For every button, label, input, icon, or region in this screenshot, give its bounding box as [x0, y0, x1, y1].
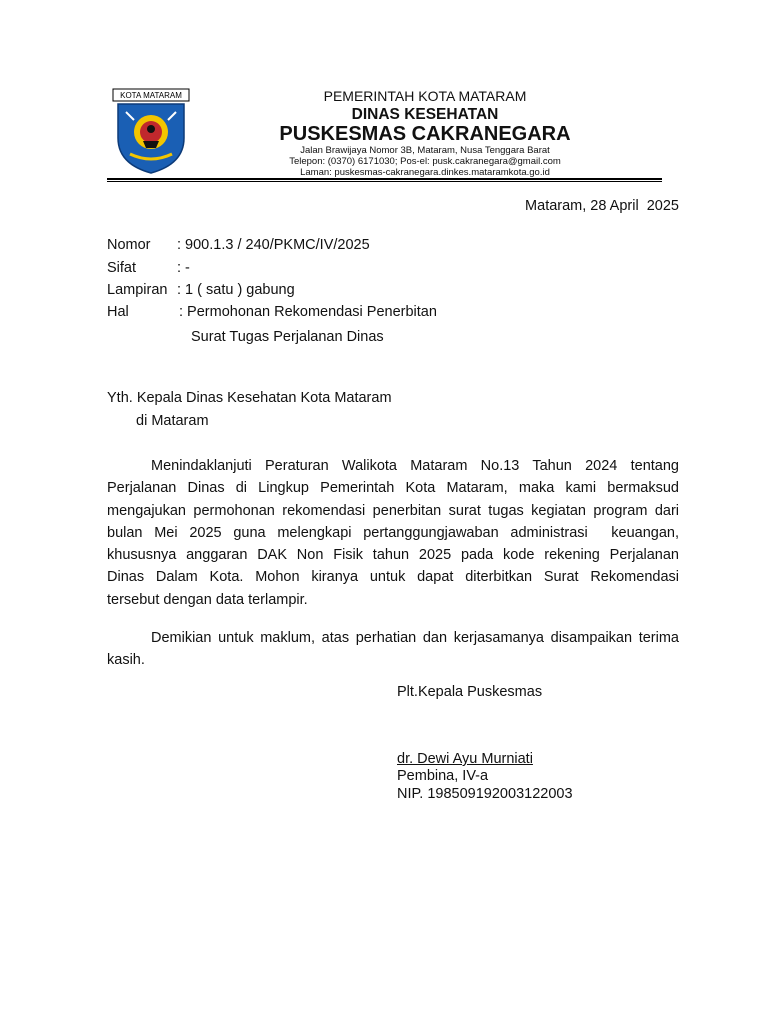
logo-text: KOTA MATARAM [120, 91, 182, 100]
letterhead-rule-thick [107, 178, 662, 180]
recipient-line: Yth. Kepala Dinas Kesehatan Kota Mataram [107, 390, 392, 406]
body-line: mengajukan permohonan rekomendasi penerbitan surat tugas kegiatan program dari [107, 502, 679, 519]
lampiran-label: Lampiran [107, 282, 168, 298]
hal-value-line2: Surat Tugas Perjalanan Dinas [191, 329, 384, 345]
recipient-place: di Mataram [136, 413, 209, 429]
lampiran-value: : 1 ( satu ) gabung [177, 282, 295, 298]
letterhead-contact: Telepon: (0370) 6171030; Pos-el: pusk.cakranegara@gmail.com [289, 156, 561, 167]
letterhead-government: PEMERINTAH KOTA MATARAM [323, 88, 527, 104]
nomor-label: Nomor [107, 237, 151, 253]
signatory-title: Plt.Kepala Puskesmas [397, 684, 543, 700]
body-paragraph-2 [107, 627, 679, 672]
sifat-value: : - [177, 260, 190, 276]
letterhead-website: Laman: puskesmas-cakranegara.dinkes.mataramkota.go.id [300, 167, 550, 178]
letterhead-address: Jalan Brawijaya Nomor 3B, Mataram, Nusa Tenggara Barat [300, 145, 550, 156]
letter-date: Mataram, 28 April 2025 [525, 198, 679, 214]
body-line: kasih. [107, 652, 145, 669]
sifat-label: Sifat [107, 260, 137, 276]
nomor-value: : 900.1.3 / 240/PKMC/IV/2025 [177, 237, 370, 253]
hal-label: Hal [107, 304, 129, 320]
body-line: Demikian untuk maklum, atas perhatian dan kerjasamanya disampaikan terima [151, 630, 679, 646]
letterhead-institution: PUSKESMAS CAKRANEGARA [279, 123, 571, 145]
body-line: tersebut dengan data terlampir. [107, 591, 308, 608]
signatory-name: dr. Dewi Ayu Murniati [397, 751, 533, 767]
body-line: Dinas Dalam Kota. Mohon kiranya untuk dapat diterbitkan Surat Rekomendasi [107, 569, 679, 586]
city-emblem-logo [112, 88, 190, 174]
body-line: bulan Mei 2025 guna melengkapi pertanggungjawaban administrasi keuangan, [107, 524, 679, 541]
body-line: Perjalanan Dinas di Lingkup Pemerintah Kota Mataram, maka kami bermaksud [107, 480, 679, 497]
signatory-rank: Pembina, IV-a [397, 768, 489, 784]
body-paragraph-1 [107, 455, 679, 611]
letterhead-rule-thin [107, 181, 662, 182]
signatory-nip: NIP. 198509192003122003 [397, 786, 573, 802]
hal-value: : Permohonan Rekomendasi Penerbitan [179, 304, 437, 320]
body-line: Menindaklanjuti Peraturan Walikota Mataram No.13 Tahun 2024 tentang [151, 458, 679, 474]
body-line: khususnya anggaran DAK Non Fisik tahun 2025 pada kode rekening Perjalanan [107, 547, 679, 564]
letterhead-department: DINAS KESEHATAN [351, 106, 499, 123]
